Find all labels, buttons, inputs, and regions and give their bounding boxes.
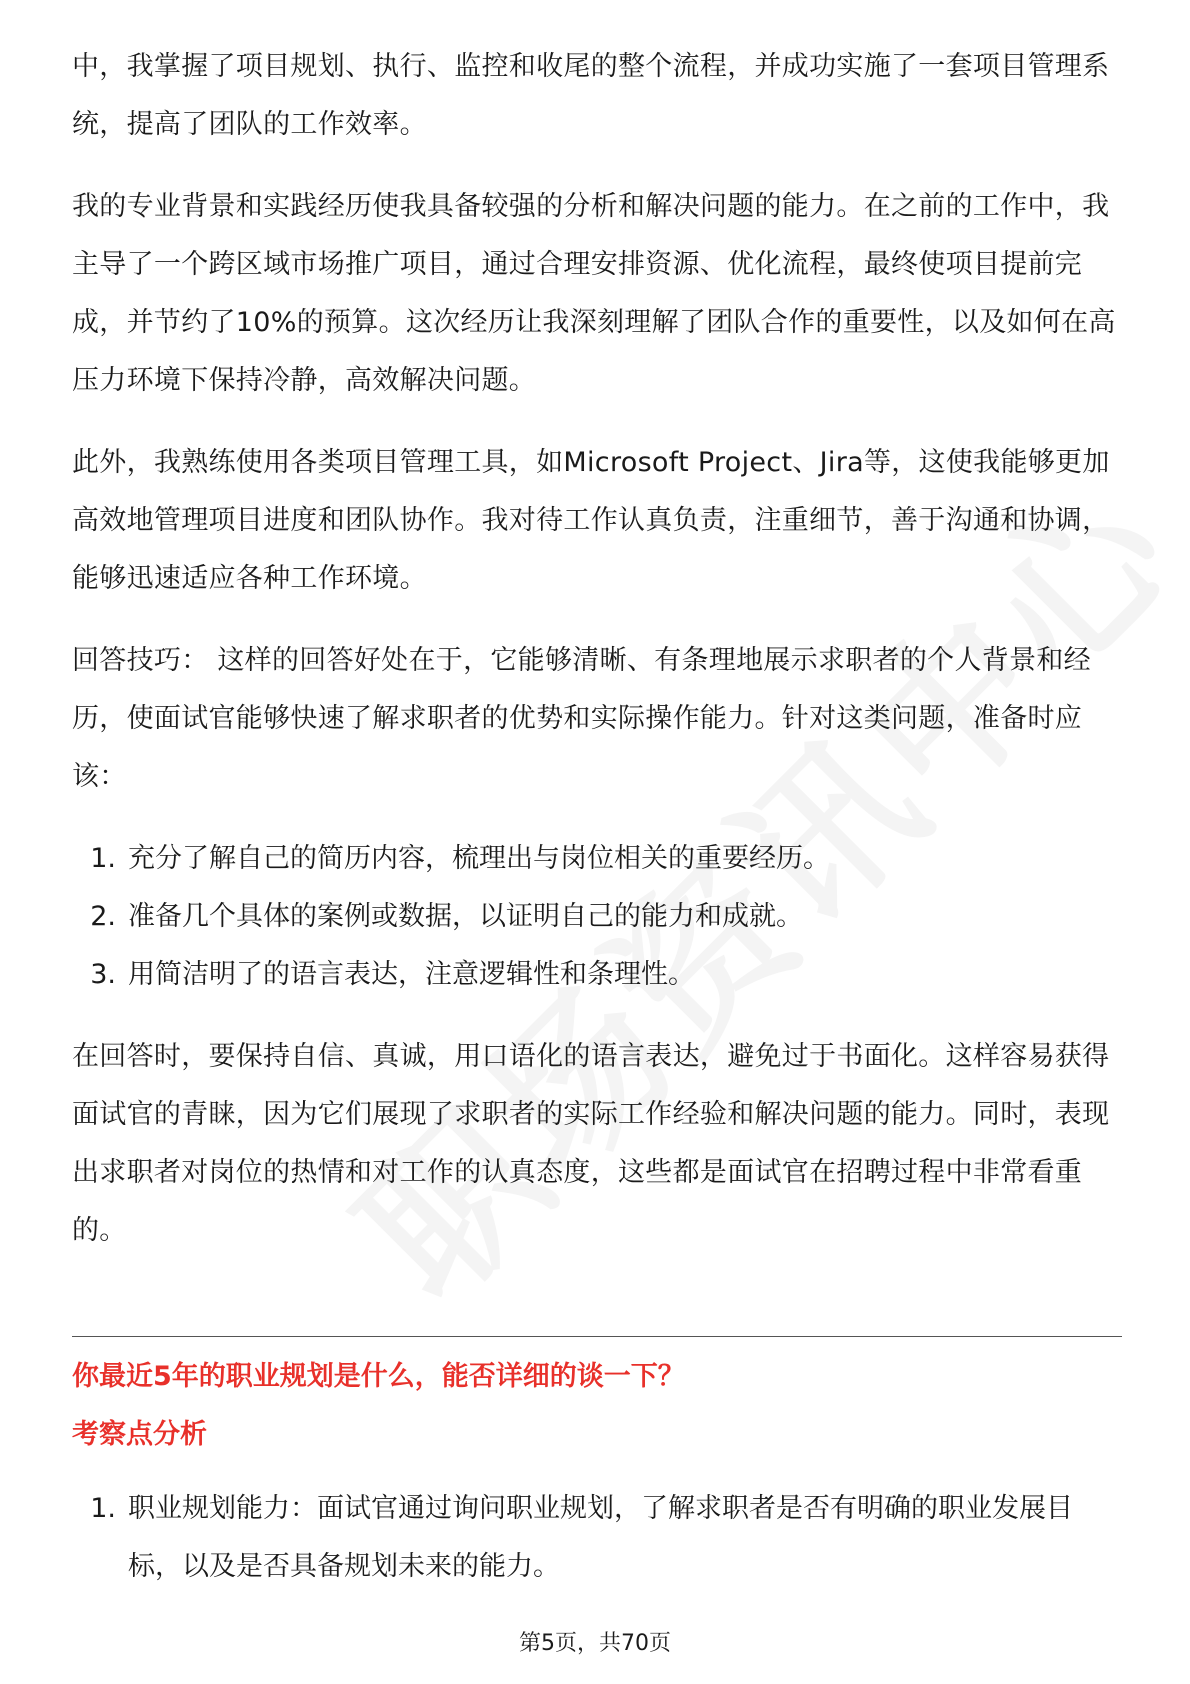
answer-tips-paragraph: 回答技巧： 这样的回答好处在于，它能够清晰、有条理地展示求职者的个人背景和经历，使面试官能够快速了解求职者的优势和实际操作能力。针对这类问题，准备时应该：	[72, 645, 1091, 792]
list-item	[72, 888, 1122, 946]
question-heading: 你最近5年的职业规划是什么，能否详细的谈一下？	[72, 1361, 685, 1392]
list-item-text: 充分了解自己的简历内容，梳理出与岗位相关的重要经历。	[128, 843, 830, 874]
list-item-number: 3.	[90, 959, 116, 990]
list-item-text: 职业规划能力：面试官通过询问职业规划，了解求职者是否有明确的职业发展目标，以及是否具备规划未来的能力。	[128, 1493, 1073, 1582]
paragraph-3: 此外，我熟练使用各类项目管理工具，如Microsoft Project、Jira等，这使我能够更加高效地管理项目进度和团队协作。我对待工作认真负责，注重细节，善于沟通和协调，能够迅速适应各种工作环境。	[72, 447, 1110, 594]
list-item-number: 1.	[90, 843, 116, 874]
list-item-number: 2.	[90, 901, 116, 932]
tips-list	[72, 830, 1122, 1004]
page-footer: 第5页，共70页	[519, 1631, 671, 1656]
paragraph-1: 中，我掌握了项目规划、执行、监控和收尾的整个流程，并成功实施了一套项目管理系统，提高了团队的工作效率。	[72, 51, 1110, 140]
list-item-number: 1.	[90, 1493, 116, 1524]
section-divider	[72, 1336, 1122, 1337]
closing-paragraph: 在回答时，要保持自信、真诚，用口语化的语言表达，避免过于书面化。这样容易获得面试官的青睐，因为它们展现了求职者的实际工作经验和解决问题的能力。同时，表现出求职者对岗位的热情和对工作的认真态度，这些都是面试官在招聘过程中非常看重的。	[72, 1041, 1110, 1246]
list-item-text: 用简洁明了的语言表达，注意逻辑性和条理性。	[128, 959, 695, 990]
points-list	[72, 1480, 1122, 1596]
list-item	[72, 1480, 1122, 1596]
paragraph-2: 我的专业背景和实践经历使我具备较强的分析和解决问题的能力。在之前的工作中，我主导了一个跨区域市场推广项目，通过合理安排资源、优化流程，最终使项目提前完成，并节约了10%的预算。这次经历让我深刻理解了团队合作的重要性，以及如何在高压力环境下保持冷静，高效解决问题。	[72, 191, 1116, 396]
analysis-points	[72, 1480, 1122, 1620]
list-item	[72, 946, 1122, 1004]
answer-body	[72, 38, 1122, 1284]
list-item-text: 准备几个具体的案例或数据，以证明自己的能力和成就。	[128, 901, 803, 932]
list-item	[72, 830, 1122, 888]
analysis-heading: 考察点分析	[72, 1419, 207, 1450]
